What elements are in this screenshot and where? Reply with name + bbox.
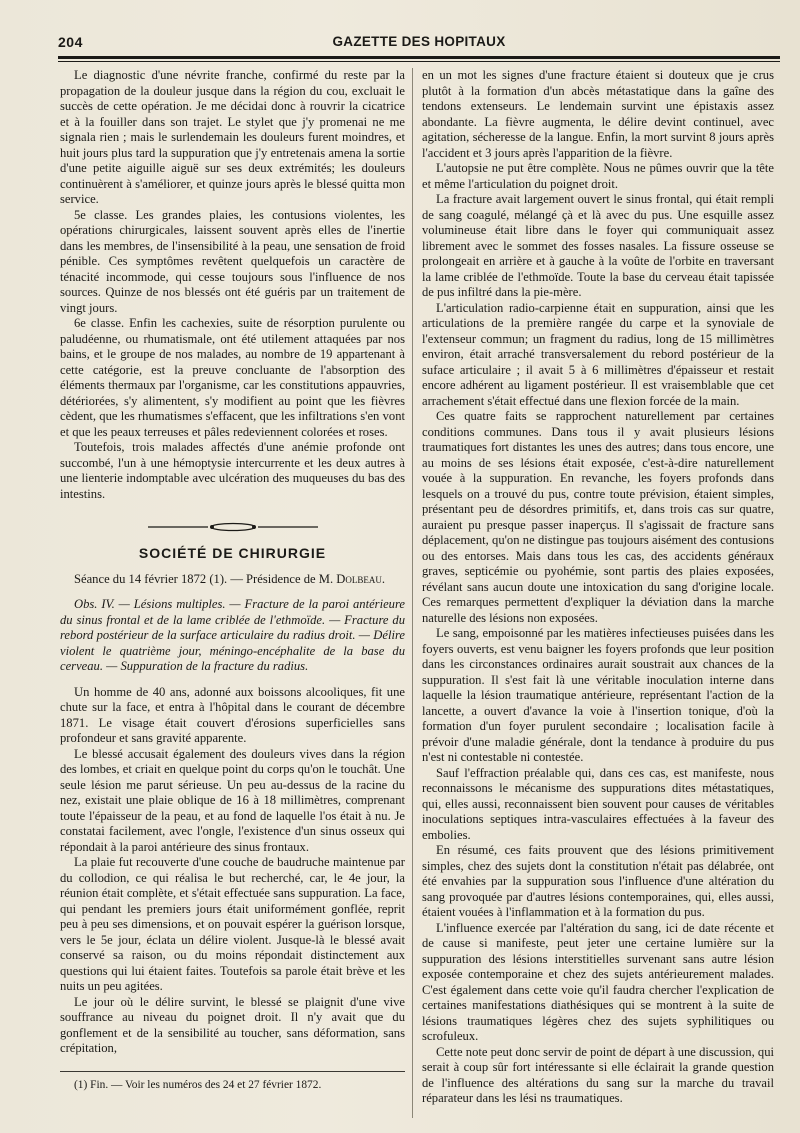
paragraph: L'autopsie ne put être complète. Nous ne pûmes ouvrir que la tête et même l'articulation du poignet droit.	[422, 161, 774, 191]
header-rule-thin	[58, 61, 780, 62]
header-rule-thick	[58, 56, 780, 59]
ornament-rule-icon	[148, 522, 318, 532]
paragraph: En résumé, ces faits prouvent que des lésions primitivement simples, chez des sujets dont la constitution n'était pas délabrée, ont été envahies par la suppuration sous l'influence d'une altération du sang provoquée par d'autres lésions contemporaines, qui, elles aussi, étaient vouées à l'inflammation et à la formation du pus.	[422, 843, 774, 919]
seance-prefix: Séance du 14 février 1872 (1). — Présidence de M.	[74, 571, 337, 586]
section-ornament	[148, 522, 318, 532]
paragraph: Toutefois, trois malades affectés d'une anémie profonde ont succombé, l'un à une hémoptysie intercurrente et les deux autres à une lienterie indomptable avec ulcération des muqueuses du bas des intestins.	[60, 440, 405, 501]
footnote: (1) Fin. — Voir les numéros des 24 et 27 février 1872.	[74, 1078, 322, 1091]
paragraph: La fracture avait largement ouvert le sinus frontal, qui était rempli de sang coagulé, mélangé çà et là avec du pus. Une esquille assez volumineuse était libre dans le foyer qui communiquait assez librement avec le sommet des fosses nasales. La fissure osseuse se prolongeait en arrière et à gauche à la voûte de l'orbite en traversant la lame criblée de l'ethmoïde. Toute la base du cerveau était tapissée de pus infiltré dans la pie-mère.	[422, 192, 774, 299]
running-title: GAZETTE DES HOPITAUX	[332, 34, 506, 49]
paragraph: L'influence exercée par l'altération du sang, ici de date récente et de cause si manifeste, peut jeter une certaine lumière sur la suppuration des lésions interstitielles survenant sans autre lésion exposée contemporaine et chez des sujets antérieurement malades. C'est également dans cette voie qu'il faudra chercher l'explication de certaines manifestations diathésiques qui se montrent à la suite de lésions traumatiques légères chez des sujets syphilitiques ou scrofuleux.	[422, 920, 774, 1043]
paragraph: Cette note peut donc servir de point de départ à une discussion, qui serait à coup sûr fort intéressante si elle éclairait la grande question de l'influence des altérations du sang sur la marche du travail réparateur dans les lési ns traumatiques.	[422, 1044, 774, 1105]
footnote-rule	[60, 1071, 405, 1072]
paragraph: Le blessé accusait également des douleurs vives dans la région des lombes, et criait en quelque point du corps qu'on le touchât. Une seule lésion me parut sérieuse. Un peu au-dessus de la racine du nez, existait une plaie oblique de 16 à 18 millimètres, comprenant toute l'épaisseur de la peau, et au fond de laquelle l'os était à nu. Je constatai facilement, avec l'ongle, l'existence d'un sinus osseux qui répondait à la paroi antérieure des sinus frontaux.	[60, 746, 405, 854]
paragraph: Sauf l'effraction préalable qui, dans ces cas, est manifeste, nous reconnaissons le mécanisme des suppurations dites métastatiques, qui, elles aussi, reconnaissent bien souvent pour causes de véritables inoculations septiques intra-vasculaires effectuées à la faveur des embolies.	[422, 765, 774, 842]
page-number: 204	[58, 34, 83, 50]
paragraph: Ces quatre faits se rapprochent naturellement par certaines conditions communes. Dans tous il y avait plusieurs lésions traumatiques fort distantes les unes des autres; dans tous encore, une au moins de ses lésions était exposée, c'est-à-dire naturellement vouée à la suppuration. En revanche, les foyers profonds dans lesquels on a trouvé du pus, contre toute prévision, étaient simples, présentant peu de désordres primitifs, et, dans trois cas sur quatre, auraient pu presque passer inaperçus. Il s'agissait de fracture sans déplacement, qu'on ne distingue pas toujours aisément des contusions ou des entorses. Mais dans tous les cas, des accidents généraux graves, septicémie ou pyohémie, sont partis des plaies exposées, révélant sans aucun doute une intoxication du sang d'origine locale. Ces remarques permettent d'expliquer la déviation dans la marche naturelle des lésions non exposées.	[422, 409, 774, 625]
paragraph: 5e classe. Les grandes plaies, les contusions violentes, les opérations chirurgicales, laissent souvent après elles de l'inertie dans les membres, de l'insensibilité à la peau, une sensation de froid pénible. Ces symptômes revêtent quelquefois un caractère de ténacité incommode, qui cesse toujours sous l'influence de nos sources. Quinze de nos blessés ont été guéris par un traitement de vingt jours.	[60, 207, 405, 315]
observation-heading: Obs. IV. — Lésions multiples. — Fracture de la paroi antérieure du sinus frontal et de la lame criblée de l'ethmoïde. — Fracture du rebord postérieur de la surface articulaire du radius droit. — Délire violent le quatrième jour, méningo-encéphalite de la base du cerveau. — Suppuration de la fracture du radius.	[60, 597, 405, 673]
paragraph: Un homme de 40 ans, adonné aux boissons alcooliques, fit une chute sur la face, et entra à l'hôpital dans le courant de décembre 1871. Le visage était couvert d'érosions superficielles sans profondeur et sans gravité apparente.	[60, 684, 405, 745]
paragraph: Le sang, empoisonné par les matières infectieuses puisées dans les foyers ouverts, est venu baigner les foyers profonds que leur position dans les circonstances ordinaires aurait soustrait aux chances de la suppuration. Il s'est fait là une véritable inoculation interne dans laquelle la lésion traumatique antérieure, représentant l'action de la lancette, a ouvert d'avance la voie à l'insertion tonique, d'où la formation d'un foyer purulent secondaire ; localisation facile à prévoir d'une maladie générale, dont la tendance à produire du pus n'est ni contestable ni contestée.	[422, 626, 774, 764]
paragraph: L'articulation radio-carpienne était en suppuration, ainsi que les articulations de la première rangée du carpe et la synoviale de l'extenseur commun; un fragment du radius, long de 15 millimètres environ, était arraché transversalement du rebord postérieur de la suface articulaire ; il avait 5 à 6 millimètres d'épaisseur et restait encore adhérent au ligament postérieur. Il est vraisemblable que cet arrachement s'était effectué dans une flexion forcée de la main.	[422, 300, 774, 408]
right-column	[422, 68, 774, 1107]
seance-line	[60, 572, 405, 588]
seance-president: Dolbeau.	[336, 571, 386, 586]
left-column	[60, 68, 405, 1093]
paragraph: La plaie fut recouverte d'une couche de baudruche maintenue par du collodion, ce qui réalisa le but recherché, car, le 4e jour, la réunion était complète, et s'était effectuée sans suppuration. La face, qui pendant les premiers jours était uniformément gonflée, reprit peu à peu ses dimensions, et on pouvait espérer la guérison lorsque, vers le 5e jour, éclata un délire violent. Jusque-là le blessé avait conservé sa raison, ou du moins répondait distinctement aux questions qui lui étaient faites. Toutefois sa parole était brève et les nuits un peu agitées.	[60, 855, 405, 993]
column-divider	[412, 68, 413, 1118]
paragraph: 6e classe. Enfin les cachexies, suite de résorption purulente ou paludéenne, ou rhumatismale, ont été utilement attaquées par nos bains, et le groupe de nos malades, au nombre de 19 appartenant à cette catégorie, est la preuve concluante de l'absorption des éléments thermaux par l'organisme, car les constitutions appauvries, détériorées, s'y alimentent, s'y modifient au point que les fièvres cèdent, que les rhumatismes s'effacent, que les infiltrations s'en vont et que les peaux terreuses et pâles redeviennent colorées et roses.	[60, 316, 405, 439]
paragraph: en un mot les signes d'une fracture étaient si douteux que je crus plutôt à la formation d'un abcès métastatique dans la gaîne des tendons extenseurs. Le lendemain survint une épistaxis assez abondante. La fièvre augmenta, le délire devint continuel, avec agitation, sécheresse de la langue. Enfin, la mort survint 8 jours après l'accident et 3 jours après l'apparition de la fièvre.	[422, 68, 774, 160]
section-title: SOCIÉTÉ DE CHIRURGIE	[138, 545, 327, 561]
page-header	[58, 34, 780, 54]
paragraph: Le diagnostic d'une névrite franche, confirmé du reste par la propagation de la douleur jusque dans la région du cou, excluait le succès de cette opération. Je me décidai donc à rouvrir la cicatrice et à la fouiller dans son trajet. Le stylet que j'y promenai ne me signala rien ; mais le surlendemain les douleurs furent moindres, et huit jours plus tard la suppuration que j'y entretenais amena la sortie d'une petite aiguille aiguë sur ses deux extrémités; les douleurs continuèrent à s'améliorer, et quinze jours après le blessé quitta mon service.	[60, 68, 405, 206]
paragraph: Le jour où le délire survint, le blessé se plaignit d'une vive souffrance au niveau du poignet droit. Il n'y avait que du gonflement et de la sensibilité au toucher, sans déformation, sans crépitation,	[60, 994, 405, 1055]
